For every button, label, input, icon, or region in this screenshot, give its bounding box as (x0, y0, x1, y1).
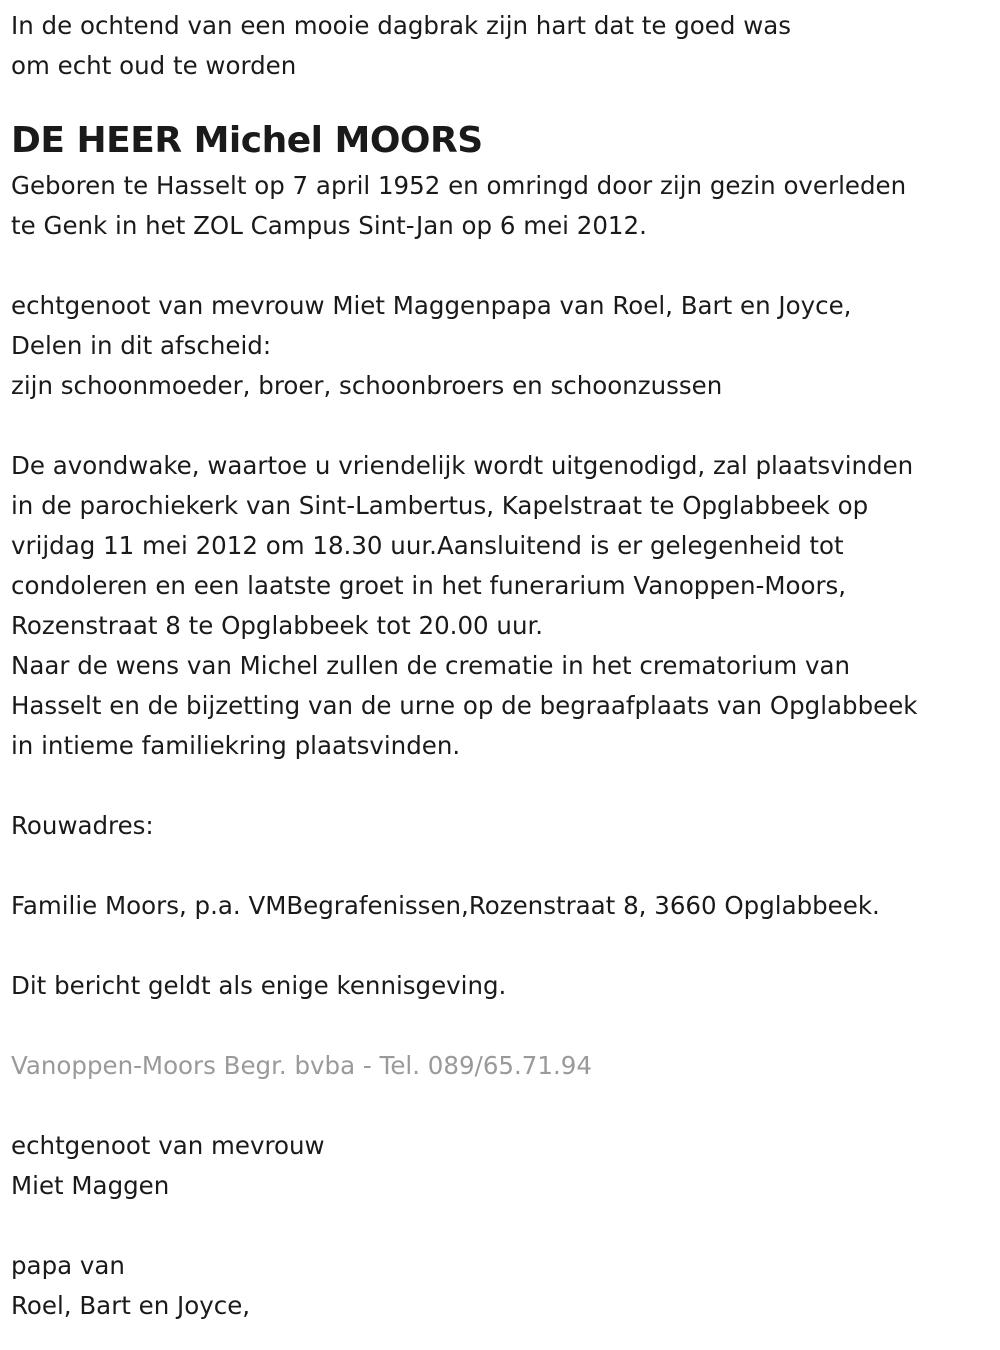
spacer (11, 766, 991, 806)
undertaker-contact: Vanoppen-Moors Begr. bvba - Tel. 089/65.71.94 (11, 1051, 592, 1080)
spacer (11, 1086, 991, 1126)
spacer (11, 246, 991, 286)
deceased-name: DE HEER Michel MOORS (11, 120, 483, 161)
ceremony-line-7: Hasselt en de bijzetting van de urne op de begraafplaats van Opglabbeek (11, 691, 918, 720)
notice-text: Dit bericht geldt als enige kennisgeving. (11, 971, 507, 1000)
children-line-1: papa van (11, 1251, 125, 1280)
spouse-line-1: echtgenoot van mevrouw (11, 1131, 325, 1160)
family-line-3: zijn schoonmoeder, broer, schoonbroers en schoonzussen (11, 371, 723, 400)
ceremony-line-1: De avondwake, waartoe u vriendelijk wordt uitgenodigd, zal plaatsvinden (11, 451, 914, 480)
children-info (11, 1246, 991, 1326)
ceremony-info (11, 446, 991, 766)
children-line-2: Roel, Bart en Joyce, (11, 1291, 251, 1320)
spouse-info (11, 1126, 991, 1206)
ceremony-line-8: in intieme familiekring plaatsvinden. (11, 731, 461, 760)
ceremony-line-2: in de parochiekerk van Sint-Lambertus, Kapelstraat te Opglabbeek op (11, 491, 869, 520)
birth-line-1: Geboren te Hasselt op 7 april 1952 en omringd door zijn gezin overleden (11, 171, 907, 200)
obituary-document (11, 6, 991, 1326)
ceremony-line-3: vrijdag 11 mei 2012 om 18.30 uur.Aansluitend is er gelegenheid tot (11, 531, 844, 560)
spacer (11, 86, 991, 116)
family-line-2: Delen in dit afscheid: (11, 331, 272, 360)
family-line-1: echtgenoot van mevrouw Miet Maggenpapa van Roel, Bart en Joyce, (11, 291, 852, 320)
address-value: Familie Moors, p.a. VMBegrafenissen,Rozenstraat 8, 3660 Opglabbeek. (11, 891, 880, 920)
spacer (11, 926, 991, 966)
ceremony-line-6: Naar de wens van Michel zullen de crematie in het crematorium van (11, 651, 851, 680)
address-label: Rouwadres: (11, 811, 154, 840)
intro-quote (11, 6, 991, 86)
intro-line-1: In de ochtend van een mooie dagbrak zijn hart dat te goed was (11, 11, 792, 40)
spacer (11, 846, 991, 886)
birth-line-2: te Genk in het ZOL Campus Sint-Jan op 6 mei 2012. (11, 211, 647, 240)
intro-line-2: om echt oud te worden (11, 51, 297, 80)
birth-death-info (11, 166, 991, 246)
ceremony-line-4: condoleren en een laatste groet in het funerarium Vanoppen-Moors, (11, 571, 847, 600)
family-info (11, 286, 991, 406)
ceremony-line-5: Rozenstraat 8 te Opglabbeek tot 20.00 uur. (11, 611, 544, 640)
spouse-line-2: Miet Maggen (11, 1171, 170, 1200)
spacer (11, 406, 991, 446)
spacer (11, 1006, 991, 1046)
spacer (11, 1206, 991, 1246)
